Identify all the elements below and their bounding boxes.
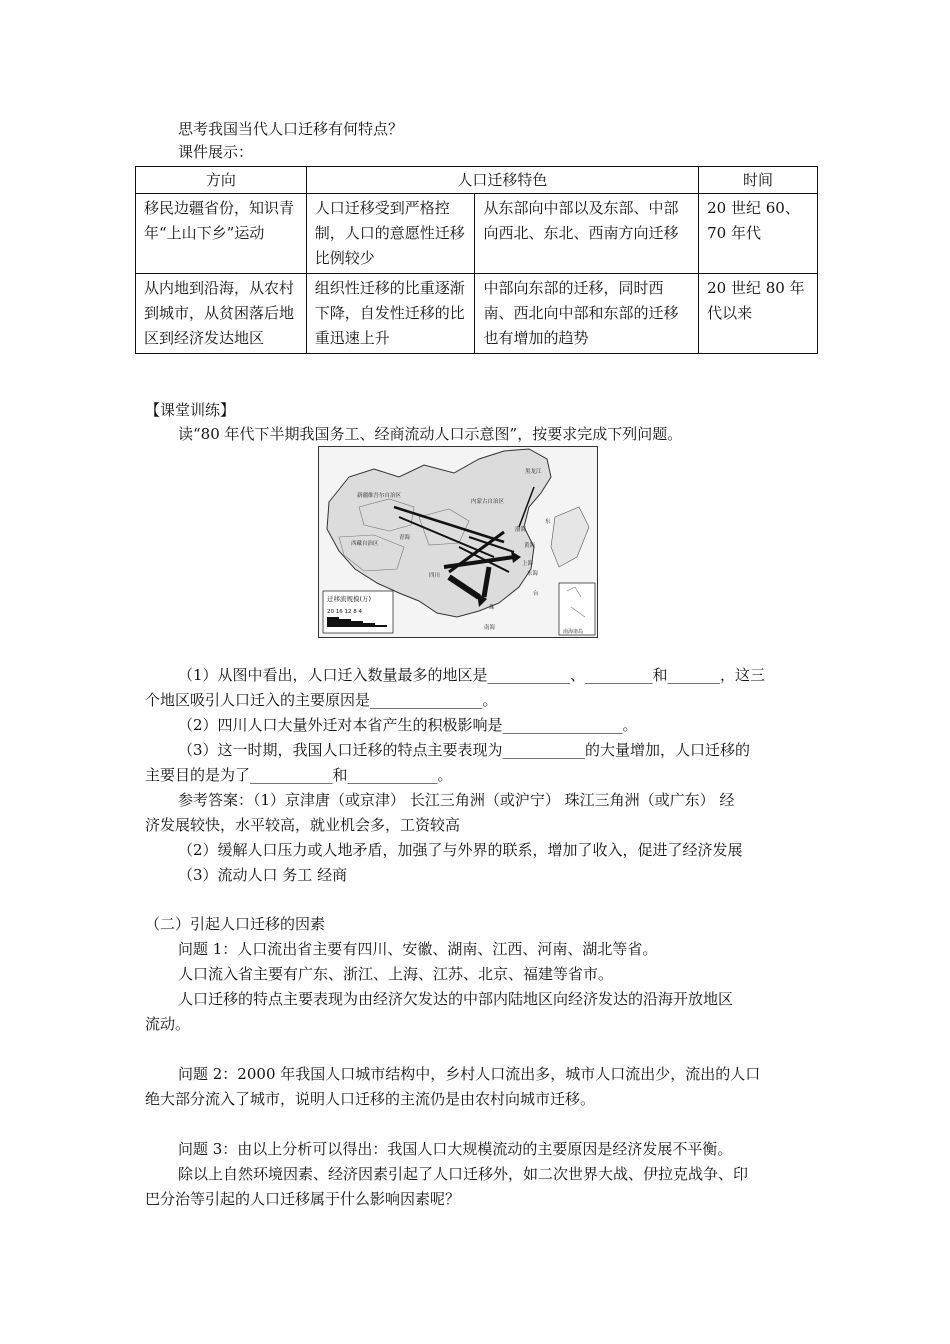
migration-map (318, 446, 598, 638)
answer-1-line-1: 参考答案：（1）京津唐（或京津） 长江三角洲（或沪宁） 珠江三角洲（或广东） 经 (178, 791, 735, 809)
problem-2-line-1: 问题 2：2000 年我国人口城市结构中，乡村人口流出多，城市人口流出少，流出的人口 (178, 1065, 761, 1083)
migration-table (135, 166, 818, 354)
label-neimenggu: 内蒙古自治区 (471, 499, 505, 505)
cell-feature-b: 从东部向中部以及东部、中部向西北、东北、西南方向迁移 (475, 194, 699, 274)
label-xizang: 西藏自治区 (351, 541, 379, 547)
cell-time: 20 世纪 60、70 年代 (699, 194, 818, 274)
problem-1: 问题 1：人口流出省主要有四川、安徽、湖南、江西、河南、湖北等省。 (178, 940, 658, 958)
label-xinjiang: 新疆维吾尔自治区 (357, 493, 402, 499)
cell-feature-a: 组织性迁移的比重逐渐下降，自发性迁移的比重迅速上升 (306, 274, 475, 354)
cell-feature-b: 中部向东部的迁移，同时西南、西北向中部和东部的迁移也有增加的趋势 (475, 274, 699, 354)
intro-question: 思考我国当代人口迁移有何特点？ (178, 120, 404, 138)
header-feature: 人口迁移特色 (306, 167, 698, 194)
question-1-line-2: 个地区吸引人口迁入的主要原因是_______________。 (145, 691, 498, 709)
cell-time: 20 世纪 80 年代以来 (699, 274, 818, 354)
legend-bar (363, 623, 375, 627)
answer-1-line-2: 济发展较快，水平较高，就业机会多，工资较高 (145, 816, 461, 834)
label-qinghai: 青海 (399, 535, 411, 541)
problem-1-feature-line-2: 流动。 (145, 1015, 191, 1033)
problem-3: 问题 3：由以上分析可以得出：我国人口大规模流动的主要原因是经济发展不平衡。 (178, 1140, 733, 1158)
cell-feature-a: 人口迁移受到严格控制，人口的意愿性迁移比例较少 (306, 194, 475, 274)
label-nanhai: 南海 (484, 625, 496, 631)
legend-bar (375, 625, 387, 627)
problem-1-feature-line-1: 人口迁移的特点主要表现为由经济欠发达的中部内陆地区向经济发达的沿海开放地区 (178, 990, 734, 1008)
legend-bar (327, 617, 339, 627)
inset-label: 南海诸岛 (563, 629, 584, 635)
table-row (136, 274, 818, 354)
problem-2-line-2: 绝大部分流入了城市，说明人口迁移的主流仍是由农村向城市迁移。 (145, 1090, 596, 1108)
question-3-line-1: （3）这一时期，我国人口迁移的特点主要表现为___________的大量增加，人口迁移的 (178, 741, 751, 759)
question-3-line-2: 主要目的是为了___________和____________。 (145, 766, 453, 784)
label-shanghai: 上海 (522, 561, 534, 567)
label-huanghai: 黄海 (524, 543, 536, 549)
cell-direction: 移民边疆省份，知识青年“上山下乡”运动 (136, 194, 307, 274)
practice-heading: 【课堂训练】 (145, 401, 236, 419)
header-direction: 方向 (136, 167, 307, 194)
label-tai: 台 (533, 591, 539, 597)
section-2-heading: （二）引起人口迁移的因素 (145, 915, 326, 933)
header-time: 时间 (699, 167, 818, 194)
question-1-line-1: （1）从图中看出，人口迁入数量最多的地区是___________、_________和_______，这三 (178, 666, 766, 684)
label-zhu: 珠 (489, 605, 495, 611)
label-dong: 东 (545, 519, 551, 525)
answer-3: （3）流动人口 务工 经商 (178, 866, 348, 884)
label-donghai: 东海 (527, 571, 539, 577)
closing-question-line-2: 巴分治等引起的人口迁移属于什么影响因素呢？ (145, 1190, 461, 1208)
courseware-label: 课件展示： (178, 143, 254, 161)
cell-direction: 从内地到沿海，从农村到城市，从贫困落后地区到经济发达地区 (136, 274, 307, 354)
closing-question-line-1: 除以上自然环境因素、经济因素引起了人口迁移外，如二次世界大战、伊拉克战争、印 (178, 1165, 749, 1183)
legend-values: 20 16 12 8 4 (327, 609, 362, 615)
legend-bar (351, 621, 363, 627)
question-2: （2）四川人口大量外迁对本省产生的积极影响是________________。 (178, 716, 638, 734)
label-heilongjiang: 黑龙江 (525, 469, 542, 475)
label-sichuan: 四川 (429, 573, 441, 579)
practice-prompt: 读“80 年代下半期我国务工、经商流动人口示意图”，按要求完成下列问题。 (178, 425, 683, 443)
problem-1-inflow: 人口流入省主要有广东、浙江、上海、江苏、北京、福建等省市。 (178, 965, 614, 983)
label-bohai: 渤海 (515, 527, 527, 533)
answer-2: （2）缓解人口压力或人地矛盾，加强了与外界的联系，增加了收入，促进了经济发展 (178, 841, 743, 859)
table-header-row (136, 167, 818, 194)
table-row (136, 194, 818, 274)
legend-bar (339, 619, 351, 627)
legend-title: 迁移流规模(万) (327, 595, 372, 603)
